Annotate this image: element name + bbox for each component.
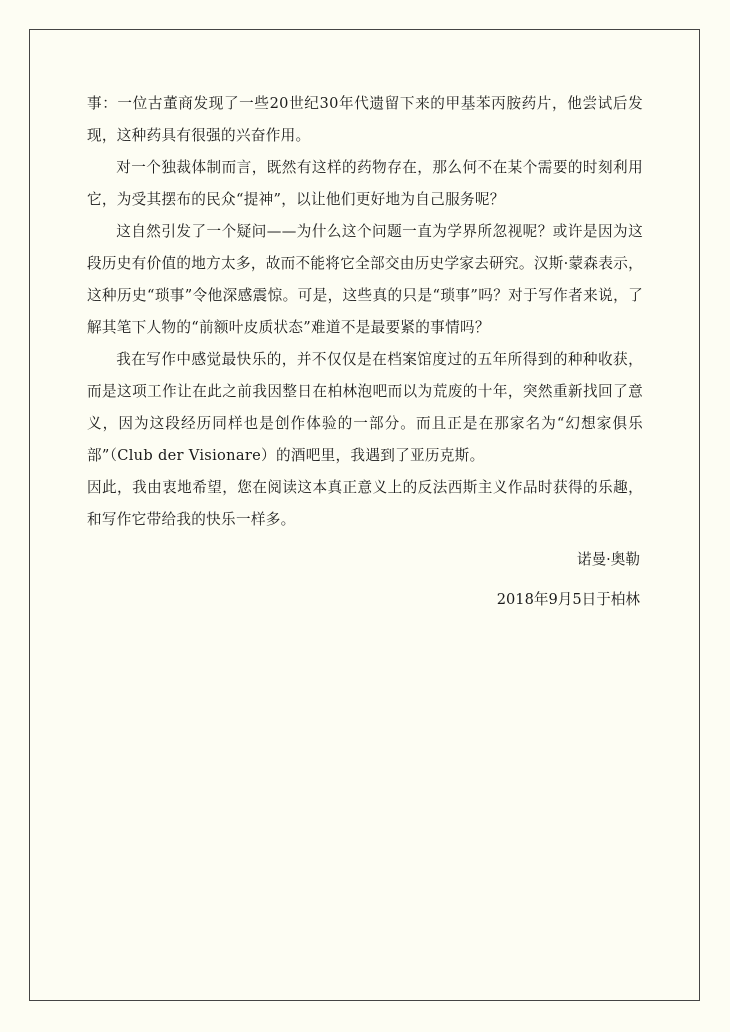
paragraph: 我在写作中感觉最快乐的，并不仅仅是在档案馆度过的五年所得到的种种收获，而是这项工作让在此之前我因整日在柏林泡吧而以为荒废的十年，突然重新找回了意义，因为这段经历同样也是创作体验的一部分。而且正是在那家名为“幻想家俱乐部”（Club der Visionare）的酒吧里，我遇到了亚历克斯。 — [87, 351, 643, 464]
paragraph: 事：一位古董商发现了一些20世纪30年代遗留下来的甲基苯丙胺药片，他尝试后发现，这种药具有很强的兴奋作用。 — [87, 95, 643, 144]
paragraph: 因此，我由衷地希望，您在阅读这本真正意义上的反法西斯主义作品时获得的乐趣，和写作它带给我的快乐一样多。 — [87, 479, 643, 528]
author-signature: 诺曼·奥勒 — [576, 551, 640, 568]
signature-date: 2018年9月5日于柏林 — [496, 591, 640, 608]
document-body — [87, 88, 643, 616]
paragraph: 对一个独裁体制而言，既然有这样的药物存在，那么何不在某个需要的时刻利用它，为受其摆布的民众“提神”，以让他们更好地为自己服务呢？ — [87, 159, 643, 208]
paragraph: 这自然引发了一个疑问——为什么这个问题一直为学界所忽视呢？或许是因为这段历史有价值的地方太多，故而不能将它全部交由历史学家去研究。汉斯·蒙森表示，这种历史“琐事”令他深感震惊。可是，这些真的只是“琐事”吗？对于写作者来说，了解其笔下人物的“前额叶皮质状态”难道不是最要紧的事情吗？ — [87, 223, 644, 336]
